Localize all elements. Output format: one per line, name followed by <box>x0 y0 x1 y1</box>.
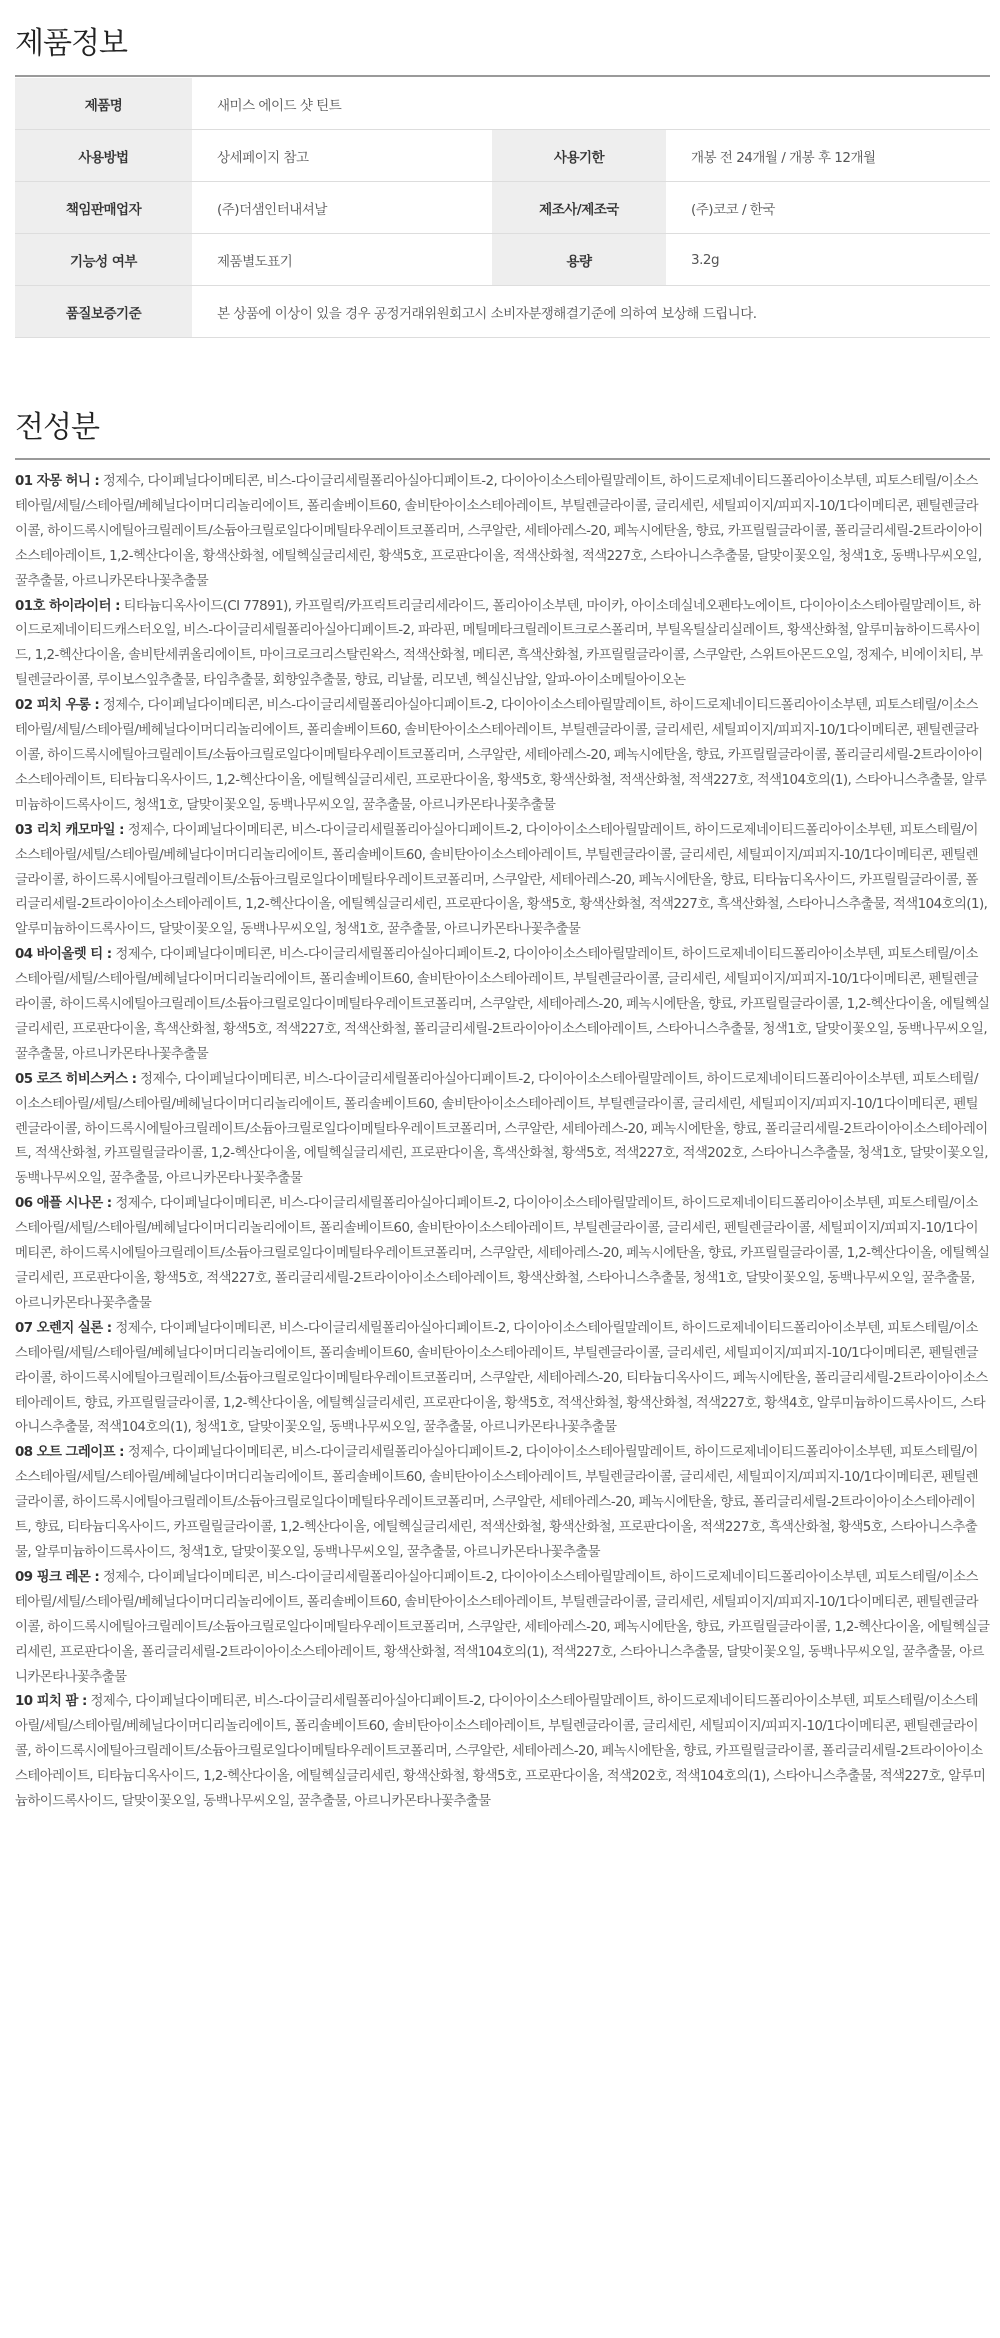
ingredient-shade-name: 09 핑크 레몬 : <box>15 1569 100 1585</box>
row-label-2: 제조사/제조국 <box>492 182 666 234</box>
ingredient-item <box>15 694 990 819</box>
ingredient-text: 티타늄디옥사이드(CI 77891), 카프릴릭/카프릭트리글리세라이드, 폴리아이소부텐, 마이카, 아이소데실네오펜타노에이트, 다이아이소스테아릴말레이트, 하이드로제네이티드캐스터오일, 비스-다이글리세릴폴리아실아디페이트-2, 파라핀, 메틸메타크릴레이트크로스폴리머, 부틸옥틸살리실레이트, 황색산화철, 알루미늄하이드록사이드, 1,2-헥산다이올, 솔비탄세퀴올리에이트, 마이크로크리스탈린왁스, 적색산화철, 메티콘, 흑색산화철, 카프릴릴글라이콜, 스쿠알란, 스위트아몬드오일, 정제수, 비에이치티, 부틸렌글라이콜, 루이보스잎추출물, 타임추출물, 회향잎추출물, 향료, 리날룰, 리모넨, 헥실신남알, 알파-아이소메틸아이오논 <box>15 598 983 689</box>
ingredients-divider <box>15 458 990 460</box>
ingredient-shade-name: 03 리치 캐모마일 : <box>15 822 124 838</box>
ingredient-shade-name: 02 피치 우롱 : <box>15 698 100 714</box>
row-label-2: 용량 <box>492 234 666 286</box>
ingredient-text: 정제수, 다이페닐다이메티콘, 비스-다이글리세릴폴리아실아디페이트-2, 다이아이소스테아릴말레이트, 하이드로제네이티드폴리아이소부텐, 피토스테릴/이소스테아릴/세틸/스테아릴/베헤닐다이머디리놀리에이트, 폴리솔베이트60, 솔비탄아이소스테아레이트, 부틸렌글라이콜, 글리세린, 세틸피이지/피피지-10/1다이메티콘, 펜틸렌글라이콜, 하이드록시에틸아크릴레이트/소듐아크릴로일다이메틸타우레이트코폴리머, 스쿠알란, 세테아레스-20, 페녹시에탄올, 향료, 티타늄디옥사이드, 카프릴릴글라이콜, 폴리글리세릴-2트라이아이소스테아레이트, 1,2-헥산다이올, 에틸헥실글리세린, 프로판다이올, 황색5호, 황색산화철, 적색227호, 흑색산화철, 스타아니스추출물, 적색104호의(1), 알루미늄하이드록사이드, 달맞이꽃오일, 동백나무씨오일, 청색1호, 꿀추출물, 아르니카몬타나꽃추출물 <box>15 822 988 938</box>
row-value-2: 개봉 전 24개월 / 개봉 후 12개월 <box>666 130 990 182</box>
row-value: 본 상품에 이상이 있을 경우 공정거래위원회고시 소비자분쟁해결기준에 의하여 보상해 드립니다. <box>192 286 990 338</box>
row-value-2: (주)코코 / 한국 <box>666 182 990 234</box>
product-info-row <box>15 78 990 130</box>
ingredients-list <box>15 470 990 1815</box>
ingredient-shade-name: 08 오트 그레이프 : <box>15 1445 124 1461</box>
ingredient-shade-name: 04 바이올렛 티 : <box>15 947 112 963</box>
ingredient-item <box>15 1690 990 1815</box>
row-value: 제품별도표기 <box>192 234 492 286</box>
product-info-row <box>15 182 990 234</box>
ingredient-text: 정제수, 다이페닐다이메티콘, 비스-다이글리세릴폴리아실아디페이트-2, 다이아이소스테아릴말레이트, 하이드로제네이티드폴리아이소부텐, 피토스테릴/이소스테아릴/세틸/스테아릴/베헤닐다이머디리놀리에이트, 폴리솔베이트60, 솔비탄아이소스테아레이트, 부틸렌글라이콜, 글리세린, 세틸피이지/피피지-10/1다이메티콘, 펜틸렌글라이콜, 하이드록시에틸아크릴레이트/소듐아크릴로일다이메틸타우레이트코폴리머, 스쿠알란, 세테아레스-20, 페녹시에탄올, 향료, 카프릴릴글라이콜, 폴리글리세릴-2트라이아이소스테아레이트, 1,2-헥산다이올, 황색산화철, 에틸헥실글리세린, 황색5호, 프로판다이올, 적색산화철, 적색227호, 스타아니스추출물, 달맞이꽃오일, 청색1호, 동백나무씨오일, 꿀추출물, 아르니카몬타나꽃추출물 <box>15 474 983 589</box>
row-value: 상세페이지 참고 <box>192 130 492 182</box>
ingredient-text: 정제수, 다이페닐다이메티콘, 비스-다이글리세릴폴리아실아디페이트-2, 다이아이소스테아릴말레이트, 하이드로제네이티드폴리아이소부텐, 피토스테릴/이소스테아릴/세틸/스테아릴/베헤닐다이머디리놀리에이트, 폴리솔베이트60, 솔비탄아이소스테아레이트, 부틸렌글라이콜, 글리세린, 세틸피이지/피피지-10/1다이메티콘, 펜틸렌글라이콜, 하이드록시에틸아크릴레이트/소듐아크릴로일다이메틸타우레이트코폴리머, 스쿠알란, 세테아레스-20, 페녹시에탄올, 향료, 카프릴릴글라이콜, 1,2-헥산다이올, 에틸헥실글리세린, 프로판다이올, 흑색산화철, 황색5호, 적색227호, 적색산화철, 폴리글리세릴-2트라이아이소스테아레이트, 스타아니스추출물, 청색1호, 달맞이꽃오일, 동백나무씨오일, 꿀추출물, 아르니카몬타나꽃추출물 <box>15 947 990 1062</box>
row-value: 새미스 에이드 샷 틴트 <box>192 78 990 130</box>
ingredient-shade-name: 01 자몽 허니 : <box>15 474 100 489</box>
ingredient-shade-name: 07 오렌지 실론 : <box>15 1320 112 1336</box>
ingredient-item <box>15 1566 990 1691</box>
ingredient-item <box>15 819 990 944</box>
ingredient-shade-name: 01호 하이라이터 : <box>15 598 120 614</box>
ingredient-shade-name: 06 애플 시나몬 : <box>15 1196 112 1212</box>
ingredient-text: 정제수, 다이페닐다이메티콘, 비스-다이글리세릴폴리아실아디페이트-2, 다이아이소스테아릴말레이트, 하이드로제네이티드폴리아이소부텐, 피토스테릴/이소스테아릴/세틸/스테아릴/베헤닐다이머디리놀리에이트, 폴리솔베이트60, 솔비탄아이소스테아레이트, 부틸렌글라이콜, 글리세린, 세틸피이지/피피지-10/1다이메티콘, 펜틸렌글라이콜, 하이드록시에틸아크릴레이트/소듐아크릴로일다이메틸타우레이트코폴리머, 스쿠알란, 세테아레스-20, 페녹시에탄올, 향료, 카프릴릴글라이콜, 1,2-헥산다이올, 에틸헥실글리세린, 프로판다이올, 폴리글리세릴-2트라이아이소스테아레이트, 황색산화철, 적색104호의(1), 적색227호, 스타아니스추출물, 달맞이꽃오일, 동백나무씨오일, 꿀추출물, 아르니카몬타나꽃추출물 <box>15 1569 990 1685</box>
row-label-2: 사용기한 <box>492 130 666 182</box>
ingredient-text: 정제수, 다이페닐다이메티콘, 비스-다이글리세릴폴리아실아디페이트-2, 다이아이소스테아릴말레이트, 하이드로제네이티드폴리아이소부텐, 피토스테릴/이소스테아릴/세틸/스테아릴/베헤닐다이머디리놀리에이트, 폴리솔베이트60, 솔비탄아이소스테아레이트, 부틸렌글라이콜, 글리세린, 세틸피이지/피피지-10/1다이메티콘, 펜틸렌글라이콜, 하이드록시에틸아크릴레이트/소듐아크릴로일다이메틸타우레이트코폴리머, 스쿠알란, 세테아레스-20, 페녹시에탄올, 향료, 카프릴릴글라이콜, 폴리글리세릴-2트라이아이소스테아레이트, 티타늄디옥사이드, 1,2-헥산다이올, 에틸헥실글리세린, 프로판다이올, 황색5호, 황색산화철, 적색산화철, 적색227호, 적색104호의(1), 스타아니스추출물, 알루미늄하이드록사이드, 청색1호, 달맞이꽃오일, 동백나무씨오일, 꿀추출물, 아르니카몬타나꽃추출물 <box>15 698 987 813</box>
row-label: 기능성 여부 <box>15 234 192 286</box>
row-label: 사용방법 <box>15 130 192 182</box>
ingredient-item <box>15 1441 990 1566</box>
row-label: 품질보증기준 <box>15 286 192 338</box>
product-info-divider <box>15 75 990 77</box>
ingredients-title: 전성분 <box>15 410 99 445</box>
ingredient-text: 정제수, 다이페닐다이메티콘, 비스-다이글리세릴폴리아실아디페이트-2, 다이아이소스테아릴말레이트, 하이드로제네이티드폴리아이소부텐, 피토스테릴/이소스테아릴/세틸/스테아릴/베헤닐다이머디리놀리에이트, 폴리솔베이트60, 솔비탄아이소스테아레이트, 부틸렌글라이콜, 글리세린, 세틸피이지/피피지-10/1다이메티콘, 펜틸렌글라이콜, 하이드록시에틸아크릴레이트/소듐아크릴로일다이메틸타우레이트코폴리머, 스쿠알란, 세테아레스-20, 페녹시에탄올, 향료, 카프릴릴글라이콜, 폴리글리세릴-2트라이아이소스테아레이트, 티타늄디옥사이드, 1,2-헥산다이올, 에틸헥실글리세린, 황색산화철, 황색5호, 프로판다이올, 적색202호, 적색104호의(1), 스타아니스추출물, 적색227호, 알루미늄하이드록사이드, 달맞이꽃오일, 동백나무씨오일, 꿀추출물, 아르니카몬타나꽃추출물 <box>15 1694 986 1810</box>
ingredient-item <box>15 1317 990 1442</box>
product-info-row <box>15 130 990 182</box>
ingredient-text: 정제수, 다이페닐다이메티콘, 비스-다이글리세릴폴리아실아디페이트-2, 다이아이소스테아릴말레이트, 하이드로제네이티드폴리아이소부텐, 피토스테릴/이소스테아릴/세틸/스테아릴/베헤닐다이머디리놀리에이트, 폴리솔베이트60, 솔비탄아이소스테아레이트, 부틸렌글라이콜, 글리세린, 펜틸렌글라이콜, 세틸피이지/피피지-10/1다이메티콘, 하이드록시에틸아크릴레이트/소듐아크릴로일다이메틸타우레이트코폴리머, 스쿠알란, 세테아레스-20, 페녹시에탄올, 향료, 카프릴릴글라이콜, 1,2-헥산다이올, 에틸헥실글리세린, 프로판다이올, 황색5호, 적색227호, 폴리글리세릴-2트라이아이소스테아레이트, 황색산화철, 스타아니스추출물, 청색1호, 달맞이꽃오일, 동백나무씨오일, 꿀추출물, 아르니카몬타나꽃추출물 <box>15 1196 990 1311</box>
ingredient-item <box>15 595 990 695</box>
product-info-row <box>15 286 990 338</box>
row-label: 책임판매업자 <box>15 182 192 234</box>
ingredient-item <box>15 470 990 595</box>
ingredient-item <box>15 943 990 1068</box>
row-value: (주)더샘인터내셔날 <box>192 182 492 234</box>
product-info-title: 제품정보 <box>15 26 127 61</box>
ingredient-shade-name: 05 로즈 히비스커스 : <box>15 1071 137 1087</box>
ingredient-text: 정제수, 다이페닐다이메티콘, 비스-다이글리세릴폴리아실아디페이트-2, 다이아이소스테아릴말레이트, 하이드로제네이티드폴리아이소부텐, 피토스테릴/이소스테아릴/세틸/스테아릴/베헤닐다이머디리놀리에이트, 폴리솔베이트60, 솔비탄아이소스테아레이트, 부틸렌글라이콜, 글리세린, 세틸피이지/피피지-10/1다이메티콘, 펜틸렌글라이콜, 하이드록시에틸아크릴레이트/소듐아크릴로일다이메틸타우레이트코폴리머, 스쿠알란, 세테아레스-20, 페녹시에탄올, 향료, 폴리글리세릴-2트라이아이소스테아레이트, 적색산화철, 카프릴릴글라이콜, 1,2-헥산다이올, 에틸헥실글리세린, 프로판다이올, 흑색산화철, 황색5호, 적색227호, 적색202호, 스타아니스추출물, 청색1호, 달맞이꽃오일, 동백나무씨오일, 꿀추출물, 아르니카몬타나꽃추출물 <box>15 1071 989 1187</box>
product-info-row <box>15 234 990 286</box>
row-value-2: 3.2g <box>666 234 990 286</box>
ingredient-text: 정제수, 다이페닐다이메티콘, 비스-다이글리세릴폴리아실아디페이트-2, 다이아이소스테아릴말레이트, 하이드로제네이티드폴리아이소부텐, 피토스테릴/이소스테아릴/세틸/스테아릴/베헤닐다이머디리놀리에이트, 폴리솔베이트60, 솔비탄아이소스테아레이트, 부틸렌글라이콜, 글리세린, 세틸피이지/피피지-10/1다이메티콘, 펜틸렌글라이콜, 하이드록시에틸아크릴레이트/소듐아크릴로일다이메틸타우레이트코폴리머, 스쿠알란, 세테아레스-20, 티타늄디옥사이드, 페녹시에탄올, 폴리글리세릴-2트라이아이소스테아레이트, 향료, 카프릴릴글라이콜, 1,2-헥산다이올, 에틸헥실글리세린, 프로판다이올, 황색5호, 적색산화철, 황색산화철, 적색227호, 황색4호, 알루미늄하이드록사이드, 스타아니스추출물, 적색104호의(1), 청색1호, 달맞이꽃오일, 동백나무씨오일, 꿀추출물, 아르니카몬타나꽃추출물 <box>15 1320 988 1436</box>
ingredient-item <box>15 1068 990 1193</box>
ingredient-item <box>15 1192 990 1317</box>
ingredient-shade-name: 10 피치 팜 : <box>15 1694 87 1710</box>
row-label: 제품명 <box>15 78 192 130</box>
ingredient-text: 정제수, 다이페닐다이메티콘, 비스-다이글리세릴폴리아실아디페이트-2, 다이아이소스테아릴말레이트, 하이드로제네이티드폴리아이소부텐, 피토스테릴/이소스테아릴/세틸/스테아릴/베헤닐다이머디리놀리에이트, 폴리솔베이트60, 솔비탄아이소스테아레이트, 부틸렌글라이콜, 글리세린, 세틸피이지/피피지-10/1다이메티콘, 펜틸렌글라이콜, 하이드록시에틸아크릴레이트/소듐아크릴로일다이메틸타우레이트코폴리머, 스쿠알란, 세테아레스-20, 페녹시에탄올, 향료, 폴리글리세릴-2트라이아이소스테아레이트, 향료, 티타늄디옥사이드, 카프릴릴글라이콜, 1,2-헥산다이올, 에틸헥실글리세린, 적색산화철, 황색산화철, 프로판다이올, 적색227호, 흑색산화철, 황색5호, 스타아니스추출물, 알루미늄하이드록사이드, 청색1호, 달맞이꽃오일, 동백나무씨오일, 꿀추출물, 아르니카몬타나꽃추출물 <box>15 1445 978 1560</box>
product-info-table <box>15 78 990 338</box>
